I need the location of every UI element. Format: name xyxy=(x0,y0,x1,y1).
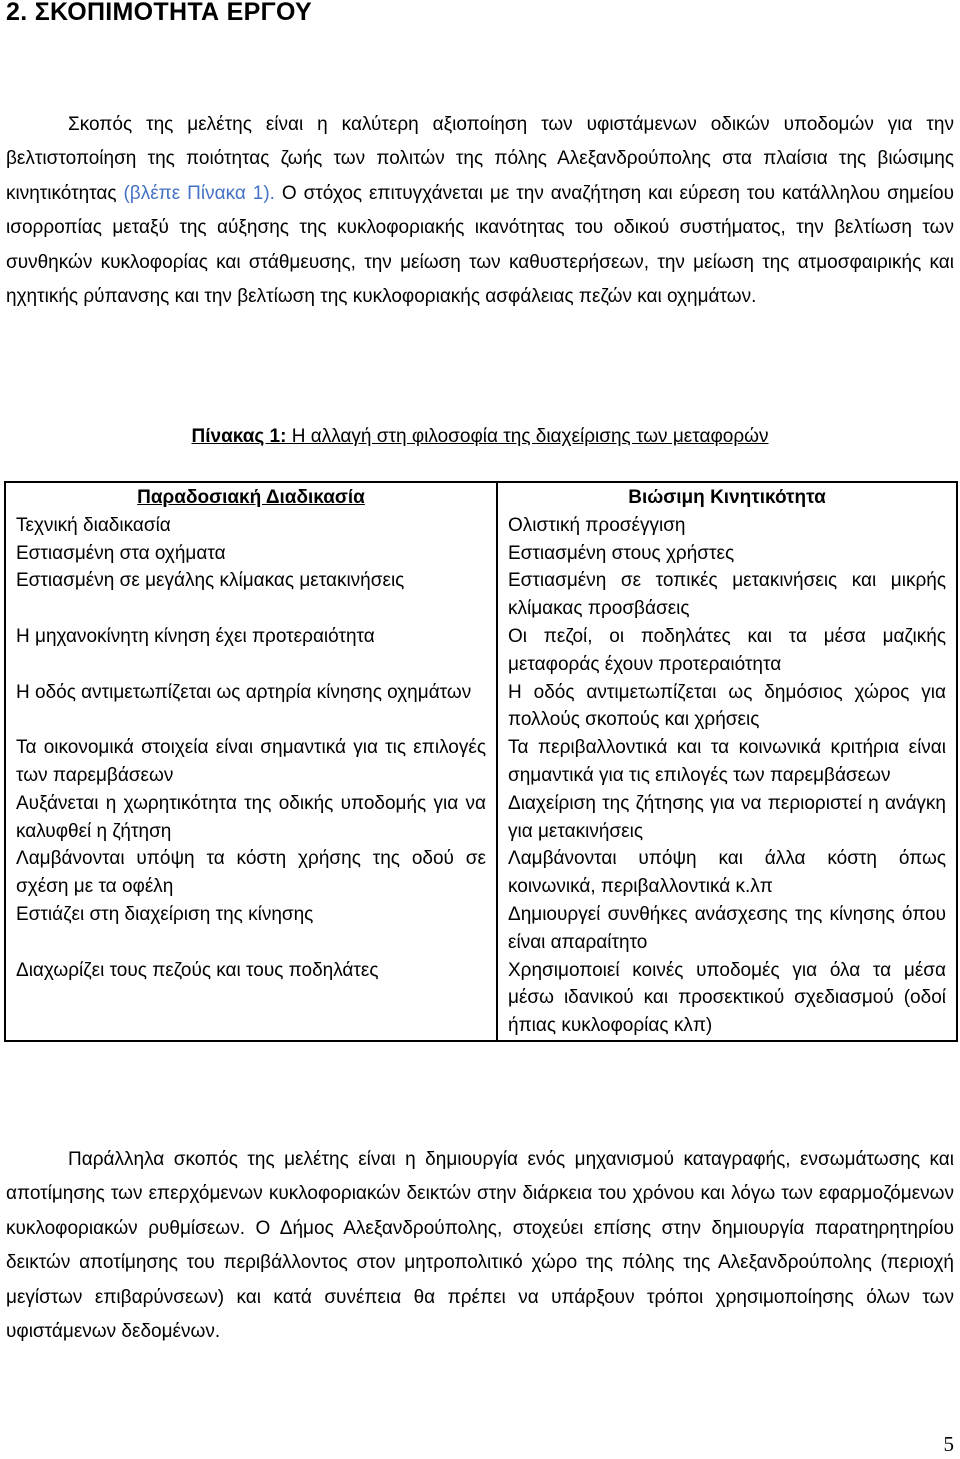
traditional-cell: Αυξάνεται η χωρητικότητα της οδικής υποδομής για να καλυφθεί η ζήτηση xyxy=(5,790,497,846)
table-row xyxy=(5,623,957,679)
sustainable-cell: Λαμβάνονται υπόψη και άλλα κόστη όπως κοινωνικά, περιβαλλοντικά κ.λπ xyxy=(508,848,946,898)
header-traditional: Παραδοσιακή Διαδικασία xyxy=(5,482,497,512)
comparison-table xyxy=(4,481,958,1042)
sustainable-cell: Χρησιμοποιεί κοινές υποδομές για όλα τα μέσα μέσω ιδανικού και προσεκτικού σχεδιασμού (οδοί ήπιας κυκλοφορίας κλπ) xyxy=(508,959,946,1037)
sustainable-cell: Η οδός αντιμετωπίζεται ως δημόσιος χώρος για πολλούς σκοπούς και χρήσεις xyxy=(508,681,946,731)
traditional-cell: Τα οικονομικά στοιχεία είναι σημαντικά για τις επιλογές των παρεμβάσεων xyxy=(5,734,497,790)
table-reference: (βλέπε Πίνακα 1). xyxy=(123,182,275,204)
sustainable-cell: Τα περιβαλλοντικά και τα κοινωνικά κριτήρια είναι σημαντικά για τις επιλογές των παρεμβάσεων xyxy=(508,737,946,786)
traditional-cell: Λαμβάνονται υπόψη τα κόστη χρήσης της οδού σε σχέση με τα οφέλη xyxy=(5,845,497,901)
caption-label: Πίνακας 1: xyxy=(191,426,287,447)
intro-paragraph xyxy=(6,108,954,314)
caption-text: Η αλλαγή στη φιλοσοφία της διαχείρισης των μεταφορών xyxy=(286,426,769,447)
table-caption xyxy=(0,424,960,450)
second-paragraph: Παράλληλα σκοπός της μελέτης είναι η δημιουργία ενός μηχανισμού καταγραφής, ενσωμάτωσης και αποτίμησης των επερχόμενων κυκλοφοριακών δεικτών στην διάρκεια του χρόνου και λόγω των εφαρμοζόμενων κυκλοφοριακών ρυθμίσεων. Ο Δήμος Αλεξανδρούπολης, στοχεύει επίσης στην δημιουργία παρατηρητηρίου δεικτών αποτίμησης του περιβάλλοντος στον μητροπολιτικό χώρο της πόλης της Αλεξανδρούπολης (περιοχή μεγίστων επιβαρύνσεων) και κατά συνέπεια θα πρέπει να υπάρξουν τρόποι χρησιμοποίησης όλων των υφιστάμενων δεδομένων. xyxy=(6,1149,954,1343)
sustainable-cell: Ολιστική προσέγγιση xyxy=(508,514,686,536)
table-header-row xyxy=(5,482,957,512)
intro-text-end: Ο στόχος επιτυγχάνεται με την αναζήτηση και εύρεση του κατάλληλου σημείου ισορροπίας μεταξύ της αύξησης της κυκλοφοριακής ικανότητας του οδικού συστήματος, την βελτίωση των συνθηκών κυκλοφορίας και στάθμευσης, την μείωση των καθυστερήσεων, την μείωση της ατμοσφαιρικής και ηχητικής ρύπανσης και την βελτίωση της κυκλοφοριακής ασφάλειας πεζών και οχημάτων. xyxy=(6,182,954,308)
table-body xyxy=(5,512,957,1041)
table-row xyxy=(5,957,957,1041)
table-row xyxy=(5,734,957,790)
header-sustainable: Βιώσιμη Κινητικότητα xyxy=(628,487,826,508)
sustainable-cell: Εστιασμένη στους χρήστες xyxy=(508,542,735,564)
traditional-cell: Η οδός αντιμετωπίζεται ως αρτηρία κίνησης οχημάτων xyxy=(5,679,497,735)
page-number: 5 xyxy=(943,1432,954,1456)
table-row xyxy=(5,790,957,846)
traditional-cell: Εστιασμένη σε μεγάλης κλίμακας μετακινήσεις xyxy=(5,567,497,623)
traditional-cell: Εστιασμένη στα οχήματα xyxy=(5,540,497,568)
sustainable-cell: Οι πεζοί, οι ποδηλάτες και τα μέσα μαζικής μεταφοράς έχουν προτεραιότητα xyxy=(508,625,946,675)
traditional-cell: Διαχωρίζει τους πεζούς και τους ποδηλάτες xyxy=(5,957,497,1041)
section-heading: 2. ΣΚΟΠΙΜΟΤΗΤΑ ΕΡΓΟΥ xyxy=(6,0,312,26)
table-row xyxy=(5,901,957,957)
table-row xyxy=(5,845,957,901)
table-row xyxy=(5,567,957,623)
sustainable-cell: Διαχείριση της ζήτησης για να περιοριστεί η ανάγκη για μετακινήσεις xyxy=(508,792,946,842)
traditional-cell: Εστιάζει στη διαχείριση της κίνησης xyxy=(5,901,497,957)
traditional-cell: Τεχνική διαδικασία xyxy=(5,512,497,540)
table-row xyxy=(5,540,957,568)
traditional-cell: Η μηχανοκίνητη κίνηση έχει προτεραιότητα xyxy=(5,623,497,679)
sustainable-cell: Εστιασμένη σε τοπικές μετακινήσεις και μικρής κλίμακας προσβάσεις xyxy=(508,570,946,620)
sustainable-cell: Δημιουργεί συνθήκες ανάσχεσης της κίνησης όπου είναι απαραίτητο xyxy=(508,903,946,953)
intro-text-start: Σκοπός της μελέτης είναι η καλύτερη αξιοποίηση των υφιστάμενων οδικών υποδομών για την βελτιστοποίηση της ποιότητας ζωής των πολιτών της πόλης Αλεξανδρούπολης στα πλαίσια της βιώσιμης κινητικότητας xyxy=(6,114,954,204)
table-row xyxy=(5,512,957,540)
table-row xyxy=(5,679,957,735)
